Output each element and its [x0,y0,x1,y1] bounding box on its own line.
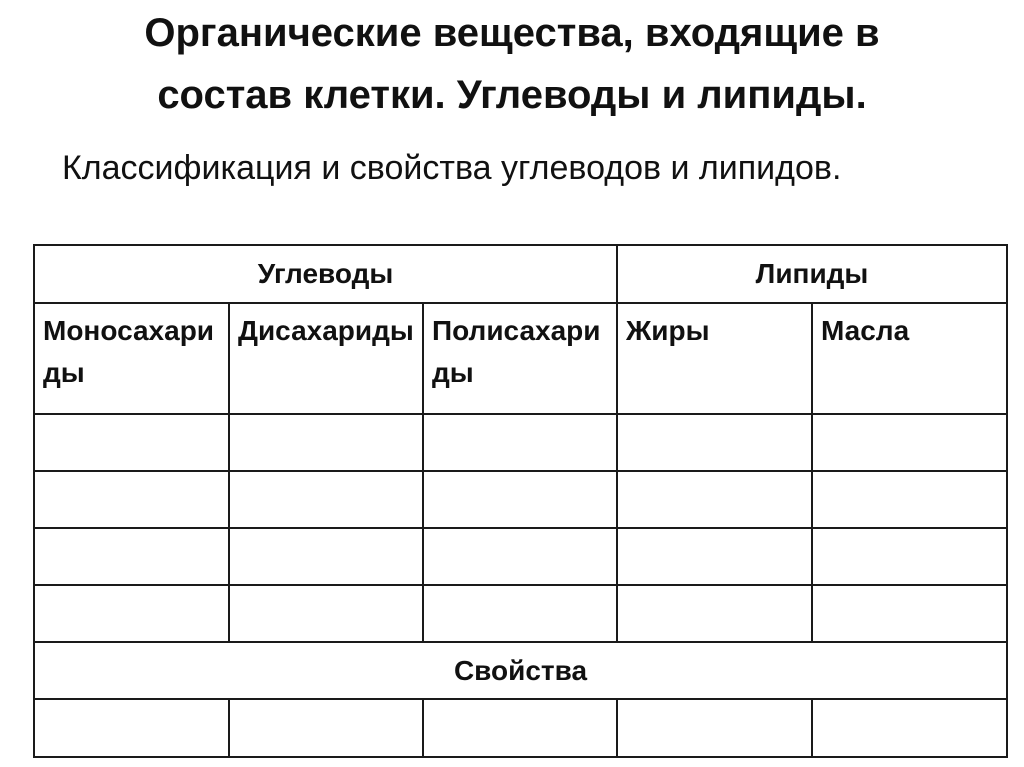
properties-header: Свойства [34,642,1007,699]
table-cell [229,585,423,642]
table-cell [229,699,423,757]
table-row [34,528,1007,585]
table-cell [229,414,423,471]
table-cell [34,471,229,528]
column-header-fats: Жиры [617,303,812,414]
slide-subtitle: Классификация и свойства углеводов и липидов. [62,149,842,187]
table-cell [229,471,423,528]
group-header-row [34,245,1007,303]
table-cell [34,414,229,471]
column-header-polysaccharides: Полисахариды [423,303,617,414]
table-cell [34,699,229,757]
table-cell [423,699,617,757]
table-cell [34,585,229,642]
column-header-monosaccharides: Моносахариды [34,303,229,414]
table-row [34,585,1007,642]
column-header-row [34,303,1007,414]
table-cell [229,528,423,585]
table-cell [423,414,617,471]
slide-title-line-1: Органические вещества, входящие в [144,11,880,55]
table-cell [617,414,812,471]
table-cell [34,528,229,585]
table-cell [617,585,812,642]
table-row [34,414,1007,471]
table-cell [617,699,812,757]
column-header-disaccharides: Дисахариды [229,303,423,414]
carbohydrates-header: Углеводы [34,245,617,303]
table-cell [812,699,1007,757]
slide-title [20,2,1004,126]
table-cell [423,585,617,642]
table-cell [617,471,812,528]
table-cell [812,585,1007,642]
lipids-header: Липиды [617,245,1007,303]
table-cell [812,414,1007,471]
table-cell [617,528,812,585]
slide-title-line-2: состав клетки. Углеводы и липиды. [157,73,867,117]
column-header-oils: Масла [812,303,1007,414]
table-row [34,699,1007,757]
table-cell [423,528,617,585]
table-cell [423,471,617,528]
properties-row [34,642,1007,699]
classification-table [33,244,1008,758]
table-row [34,471,1007,528]
table-cell [812,471,1007,528]
table-cell [812,528,1007,585]
